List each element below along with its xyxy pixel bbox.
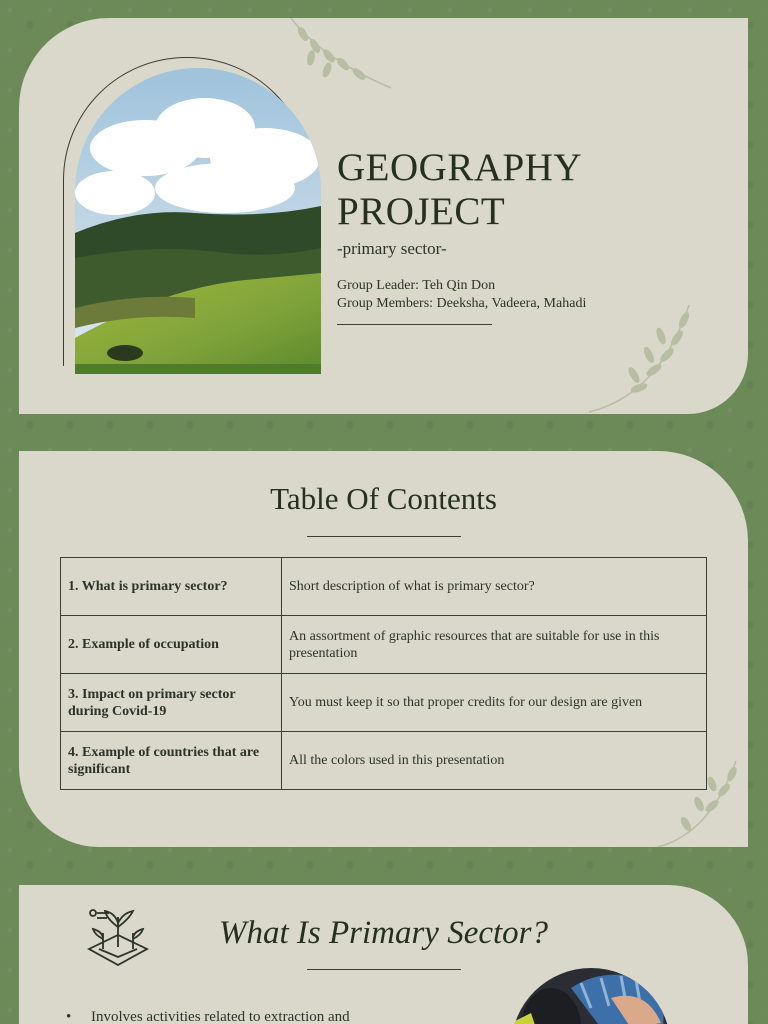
group-leader: Group Leader: Teh Qin Don (337, 278, 496, 293)
title-line-2: PROJECT (337, 190, 506, 233)
landscape-photo (75, 68, 321, 374)
table-row (61, 558, 707, 616)
leaf-branch-icon (281, 18, 401, 93)
page-title (337, 146, 582, 234)
leaf-branch-icon (654, 756, 744, 847)
group-members: Group Members: Deeksha, Vadeera, Mahadi (337, 296, 587, 311)
table-row (61, 732, 707, 790)
divider (307, 969, 461, 970)
toc-topic: 2. Example of occupation (61, 616, 282, 674)
table-row (61, 616, 707, 674)
worker-photo (511, 968, 671, 1024)
bullet-text: Involves activities related to extraction and (91, 1009, 350, 1024)
toc-topic: 3. Impact on primary sector during Covid-19 (61, 674, 282, 732)
credits (337, 277, 586, 313)
toc-description: Short description of what is primary sector? (282, 558, 707, 616)
list-item (66, 1009, 350, 1024)
toc-title: Table Of Contents (270, 481, 497, 516)
toc-description: You must keep it so that proper credits for our design are given (282, 674, 707, 732)
toc-topic: 4. Example of countries that are significant (61, 732, 282, 790)
toc-description: An assortment of graphic resources that are suitable for use in this presentation (282, 616, 707, 674)
toc-slide (19, 451, 748, 847)
divider (307, 536, 461, 537)
toc-description: All the colors used in this presentation (282, 732, 707, 790)
bullet-marker: • (66, 1009, 72, 1024)
subtitle: -primary sector- (337, 239, 447, 258)
toc-table (60, 557, 707, 790)
table-row (61, 674, 707, 732)
toc-topic: 1. What is primary sector? (61, 558, 282, 616)
leaf-branch-icon (589, 300, 699, 414)
section-title: What Is Primary Sector? (218, 915, 549, 951)
title-slide (19, 18, 748, 414)
primary-sector-slide (19, 885, 748, 1024)
divider (337, 324, 492, 325)
title-line-1: GEOGRAPHY (337, 146, 583, 189)
